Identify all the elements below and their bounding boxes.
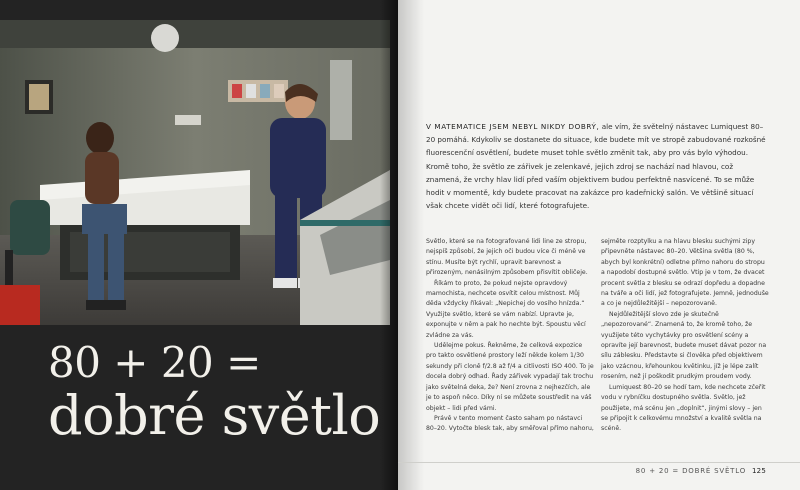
footer-rule xyxy=(398,462,800,463)
col1-paragraph-4: Právě v tento moment často saham po nástavci 80–20. Vytočte blesk tak, aby směřoval přímo nahoru, xyxy=(426,414,594,433)
gutter-shadow xyxy=(380,0,398,490)
col1-paragraph-1: Světlo, které se na fotografované lidi line ze stropu, nejspíš způsobí, že jejich oči budou více či méně ve stínu. Musíte být rychlí, upravit barevnost a přirozeným, nenásilným způsobem přisvítit obličeje. xyxy=(426,238,588,277)
headline-line-2: dobré světlo xyxy=(48,384,381,447)
body-column-1 xyxy=(426,237,594,435)
col1-paragraph-2: Říkám to proto, že pokud nejste opravdový mamochista, nechcete osvítit celou místnost. Můj děda vždycky říkával: „Nepichej do vosího hnízda.“ Využijte světlo, které se vám nabízí. Upravte je, exponujte v něm a pak ho nechte být. Spoustu věcí zvládne za vás. xyxy=(426,279,586,339)
footer-section-title: 80 + 20 = DOBRÉ SVĚTLO xyxy=(635,467,747,475)
hospital-exam-room-photo xyxy=(0,20,390,325)
lead-text: ale vím, že světelný nástavec Lumiquest 80–20 pomáhá. Kdykoliv se dostanete do situace, kde budete mít ve stropě zabudované rozkošné fluorescenční osvětlení, budete muset tohle světlo změnit tak, aby pro vás bylo výhodou. Kromě toho, že světlo ze zářivek je zelenkavé, jejich zdroj se nachází nad hlavou, což znamená, že vrchy hlav lidí před vaším objektivem budou perfektně nasvícené. To se může hodit v momentě, kdy budete pracovat na zakázce pro kadeřnický salón. Ve většině situací však chcete vidět oči lidí, které fotografujete. xyxy=(426,122,766,211)
running-footer xyxy=(636,467,766,475)
right-page xyxy=(398,0,800,490)
lead-paragraph xyxy=(426,120,766,212)
col2-paragraph-1: sejměte rozptylku a na hlavu blesku suchými zipy připevněte nástavec 80–20. Většina světla (80 %, abych byl konkrétní) odletne přímo nahoru do stropu a napodobí dostupné světlo. Vtip je v tom, že dvacet procent světla z blesku se odrazí dopředu a dopadne na tváře a oči lidí, jež fotografujete. Jemně, jednoduše a co je nejdůležitější – nepozorovaně. xyxy=(601,238,769,308)
gutter-shade xyxy=(398,0,424,490)
col2-paragraph-3: Lumiquest 80–20 se hodí tam, kde nechcete zčeřit vodu v rybníčku dostupného světla. Světlo, jež použijete, má scénu jen „doplnit“, jinými slovy – jen se připojit k celkovému množství a kvalitě světla na scéně. xyxy=(601,383,766,433)
headline-line-1: 80 + 20 = xyxy=(48,338,261,387)
body-column-2 xyxy=(601,237,769,435)
lead-caps: V MATEMATICE JSEM NEBYL NIKDY DOBRÝ, xyxy=(426,122,600,131)
left-page xyxy=(0,0,398,490)
photo-illustration xyxy=(0,20,390,325)
col1-paragraph-3: Udělejme pokus. Řekněme, že celková expozice pro takto osvětlené prostory leží někde kolem 1/30 sekundy při cloně f/2.8 až f/4 a citlivosti ISO 400. To je docela dobrý odhad. Řady zářivek vypadají tak trochu jako světelná deka, že? Není zrovna z nejhezčích, ale je to aspoň něco. Díky ní se můžete soustředit na váš objekt – lidi před vámi. xyxy=(426,342,594,412)
col2-paragraph-2: Nejdůležitější slovo zde je skutečně „nepozorované“. Znamená to, že kromě toho, že využijete této vychytávky pro osvětlení scény a opravíte její barevnost, budete muset dávat pozor na sílu záblesku. Představte si člověka před objektivem jako vzácnou, křehounkou květinku, jíž je lépe zalít rosením, než jí poškodit prudkým proudem vody. xyxy=(601,310,767,381)
page-number: 125 xyxy=(752,467,766,475)
